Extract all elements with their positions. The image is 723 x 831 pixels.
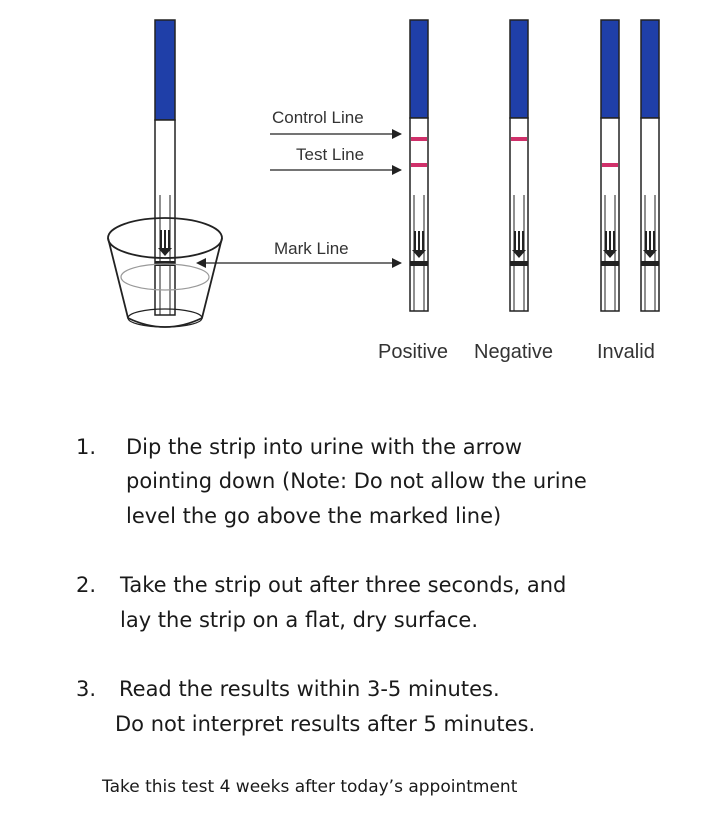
step-1-line-1: Dip the strip into urine with the arrow (126, 435, 523, 459)
step-1-line-3: level the go above the marked line) (126, 504, 502, 528)
mark-line (510, 261, 528, 266)
result-strip-positive (410, 20, 428, 311)
result-label-negative: Negative (474, 341, 553, 363)
step-3-line-1: Read the results within 3-5 minutes. (119, 677, 500, 701)
callout-control-line (270, 108, 401, 134)
step-2-number: 2. (76, 573, 97, 597)
control-line-mark (511, 137, 527, 141)
result-strip-invalid-2 (641, 20, 659, 311)
test-line-mark (602, 163, 618, 167)
callout-test-line (270, 145, 401, 170)
control-line-mark (411, 137, 427, 141)
result-strips (410, 20, 659, 311)
svg-text:Mark Line: Mark Line (274, 239, 349, 258)
test-strip-diagram (0, 0, 723, 380)
test-line-mark (411, 163, 427, 167)
footer-note: Take this test 4 weeks after today’s appointment (102, 777, 518, 797)
step-3-line-2: Do not interpret results after 5 minutes. (115, 712, 536, 736)
svg-text:Test Line: Test Line (296, 145, 365, 164)
step-1-number: 1. (76, 435, 97, 459)
step-1-line-2: pointing down (Note: Do not allow the urine (126, 469, 587, 493)
mark-line (641, 261, 659, 266)
result-label-invalid: Invalid (597, 341, 655, 363)
result-strip-invalid (601, 20, 619, 311)
dipping-strip (155, 20, 175, 315)
step-3-number: 3. (76, 677, 97, 701)
callout-mark-line (196, 239, 401, 268)
step-2-line-1: Take the strip out after three seconds, and (120, 573, 567, 597)
step-2-line-2: lay the strip on a flat, dry surface. (120, 608, 479, 632)
mark-line (410, 261, 428, 266)
svg-text:Control Line: Control Line (272, 108, 364, 127)
result-label-positive: Positive (378, 341, 449, 363)
result-strip-negative (510, 20, 528, 311)
mark-line (601, 261, 619, 266)
